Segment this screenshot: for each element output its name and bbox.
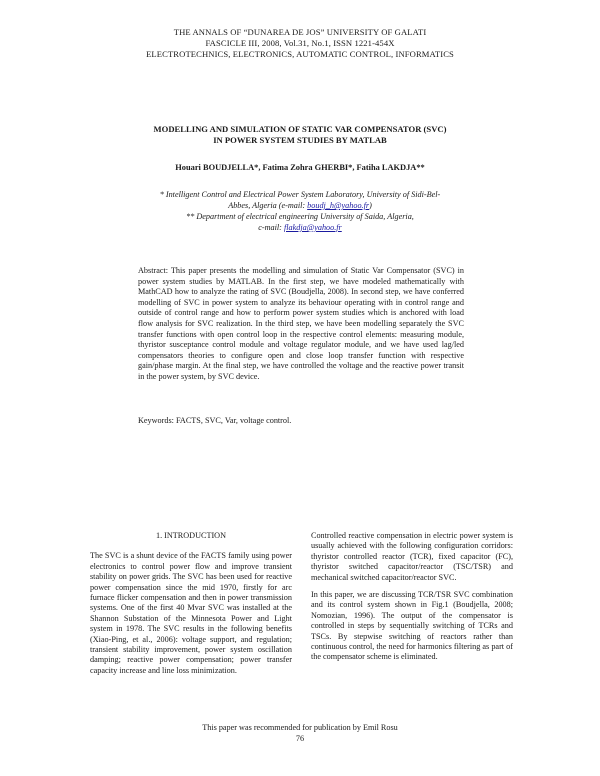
intro-paragraph-left: The SVC is a shunt device of the FACTS family using power electronics to control power flow and improve transient stability on power grids. The SVC has been used for reactive power compensation since the mid 1970, firstly for arc furnace flicker compensation and then in power transmission systems. One of the first 40 Mvar SVC was installed at the Shannon Substation of the Minnesota Power and Light system in 1978. The SVC results in the following benefits (Xiao-Ping, et al., 2006): voltage support, and regulation; transient stability improvement, power system oscillation damping; reactive power compensation; power transfer capacity increase and line loss minimization. [90,551,292,675]
affiliation-1-line2 [150,200,450,211]
right-column [311,531,513,670]
journal-header-line2: FASCICLE III, 2008, Vol.31, No.1, ISSN 1221-454X [205,38,395,48]
paper-title-line1: MODELLING AND SIMULATION OF STATIC VAR COMPENSATOR (SVC) [153,124,447,134]
paper-title [60,124,540,146]
intro-paragraph-right-2: In this paper, we are discussing TCR/TSR SVC combination and its control system shown in Fig.1 (Boudjella, 2008; Nomozian, 1996). The output of the compensator is controlled in steps by sequentially switching of TCRs and TSCs. By stepwise switching of reactors rather than continuous control, the need for harmonics filtering as part of the compensator scheme is eliminated. [311,590,513,662]
affiliations [150,189,450,233]
abstract: Abstract: This paper presents the modelling and simulation of Static Var Compensator (SVC) in power system studies by MATLAB. In the first step, we have modeled mathematically with MathCAD how to analyze the rating of SVC (Boudjella, 2008). In second step, we have conferred modelling of SVC in power system to analyze its behaviour operating with in control range and outside of control range and how to perform power system studies which is anchored with load flow analysis for SVC realization. In the third step, we have been modelling separately the SVC transfer functions with open control loop in the respective control elements: measuring module, thyristor susceptance control module and voltage regulator module, and we have used lag/led compensators theories to configure open and close loop transfer function with respective gain/phase margin. At the final step, we have controlled the voltage and the reactive power transit in the power system, by SVC device. [138,266,464,381]
journal-header [0,27,600,60]
affiliation-2-line1: ** Department of electrical engineering University of Saida, Algeria, [186,212,414,221]
email-link-1[interactable]: boudj_h@yahoo.fr [307,201,370,210]
journal-header-line3: ELECTROTECHNICS, ELECTRONICS, AUTOMATIC CONTROL, INFORMATICS [146,49,454,59]
intro-paragraph-right-1: Controlled reactive compensation in electric power system is usually achieved with the following configuration corridors: thyristor controlled reactor (TCR), fixed capacitor (FC), thyristor switched capacitor/reactor (TSC/TSR) and mechanical switched capacitor/reactor SVC. [311,531,513,582]
affiliation-1-line1: * Intelligent Control and Electrical Power System Laboratory, University of Sidi-Bel- [159,190,441,199]
email-link-2[interactable]: flakdja@yahoo.fr [283,223,342,232]
journal-header-line1: THE ANNALS OF “DUNAREA DE JOS” UNIVERSITY OF GALATI [173,27,427,37]
page-footer [0,722,600,744]
affiliation-2-prefix: c-mail: [258,223,284,232]
affiliation-1-prefix: Abbes, Algeria (e-mail: [228,201,308,210]
left-column [90,531,292,683]
affiliation-1-suffix: ) [369,201,372,210]
authors: Houari BOUDJELLA*, Fatima Zohra GHERBI*, Fatiha LAKDJA** [175,163,425,172]
keywords: Keywords: FACTS, SVC, Var, voltage control. [138,416,292,425]
recommendation-note: This paper was recommended for publication by Emil Rosu [202,723,398,732]
affiliation-2-line2 [150,222,450,233]
page-number: 76 [295,734,305,743]
paper-title-line2: IN POWER SYSTEM STUDIES BY MATLAB [213,135,387,145]
section-heading-introduction: 1. INTRODUCTION [155,531,227,540]
